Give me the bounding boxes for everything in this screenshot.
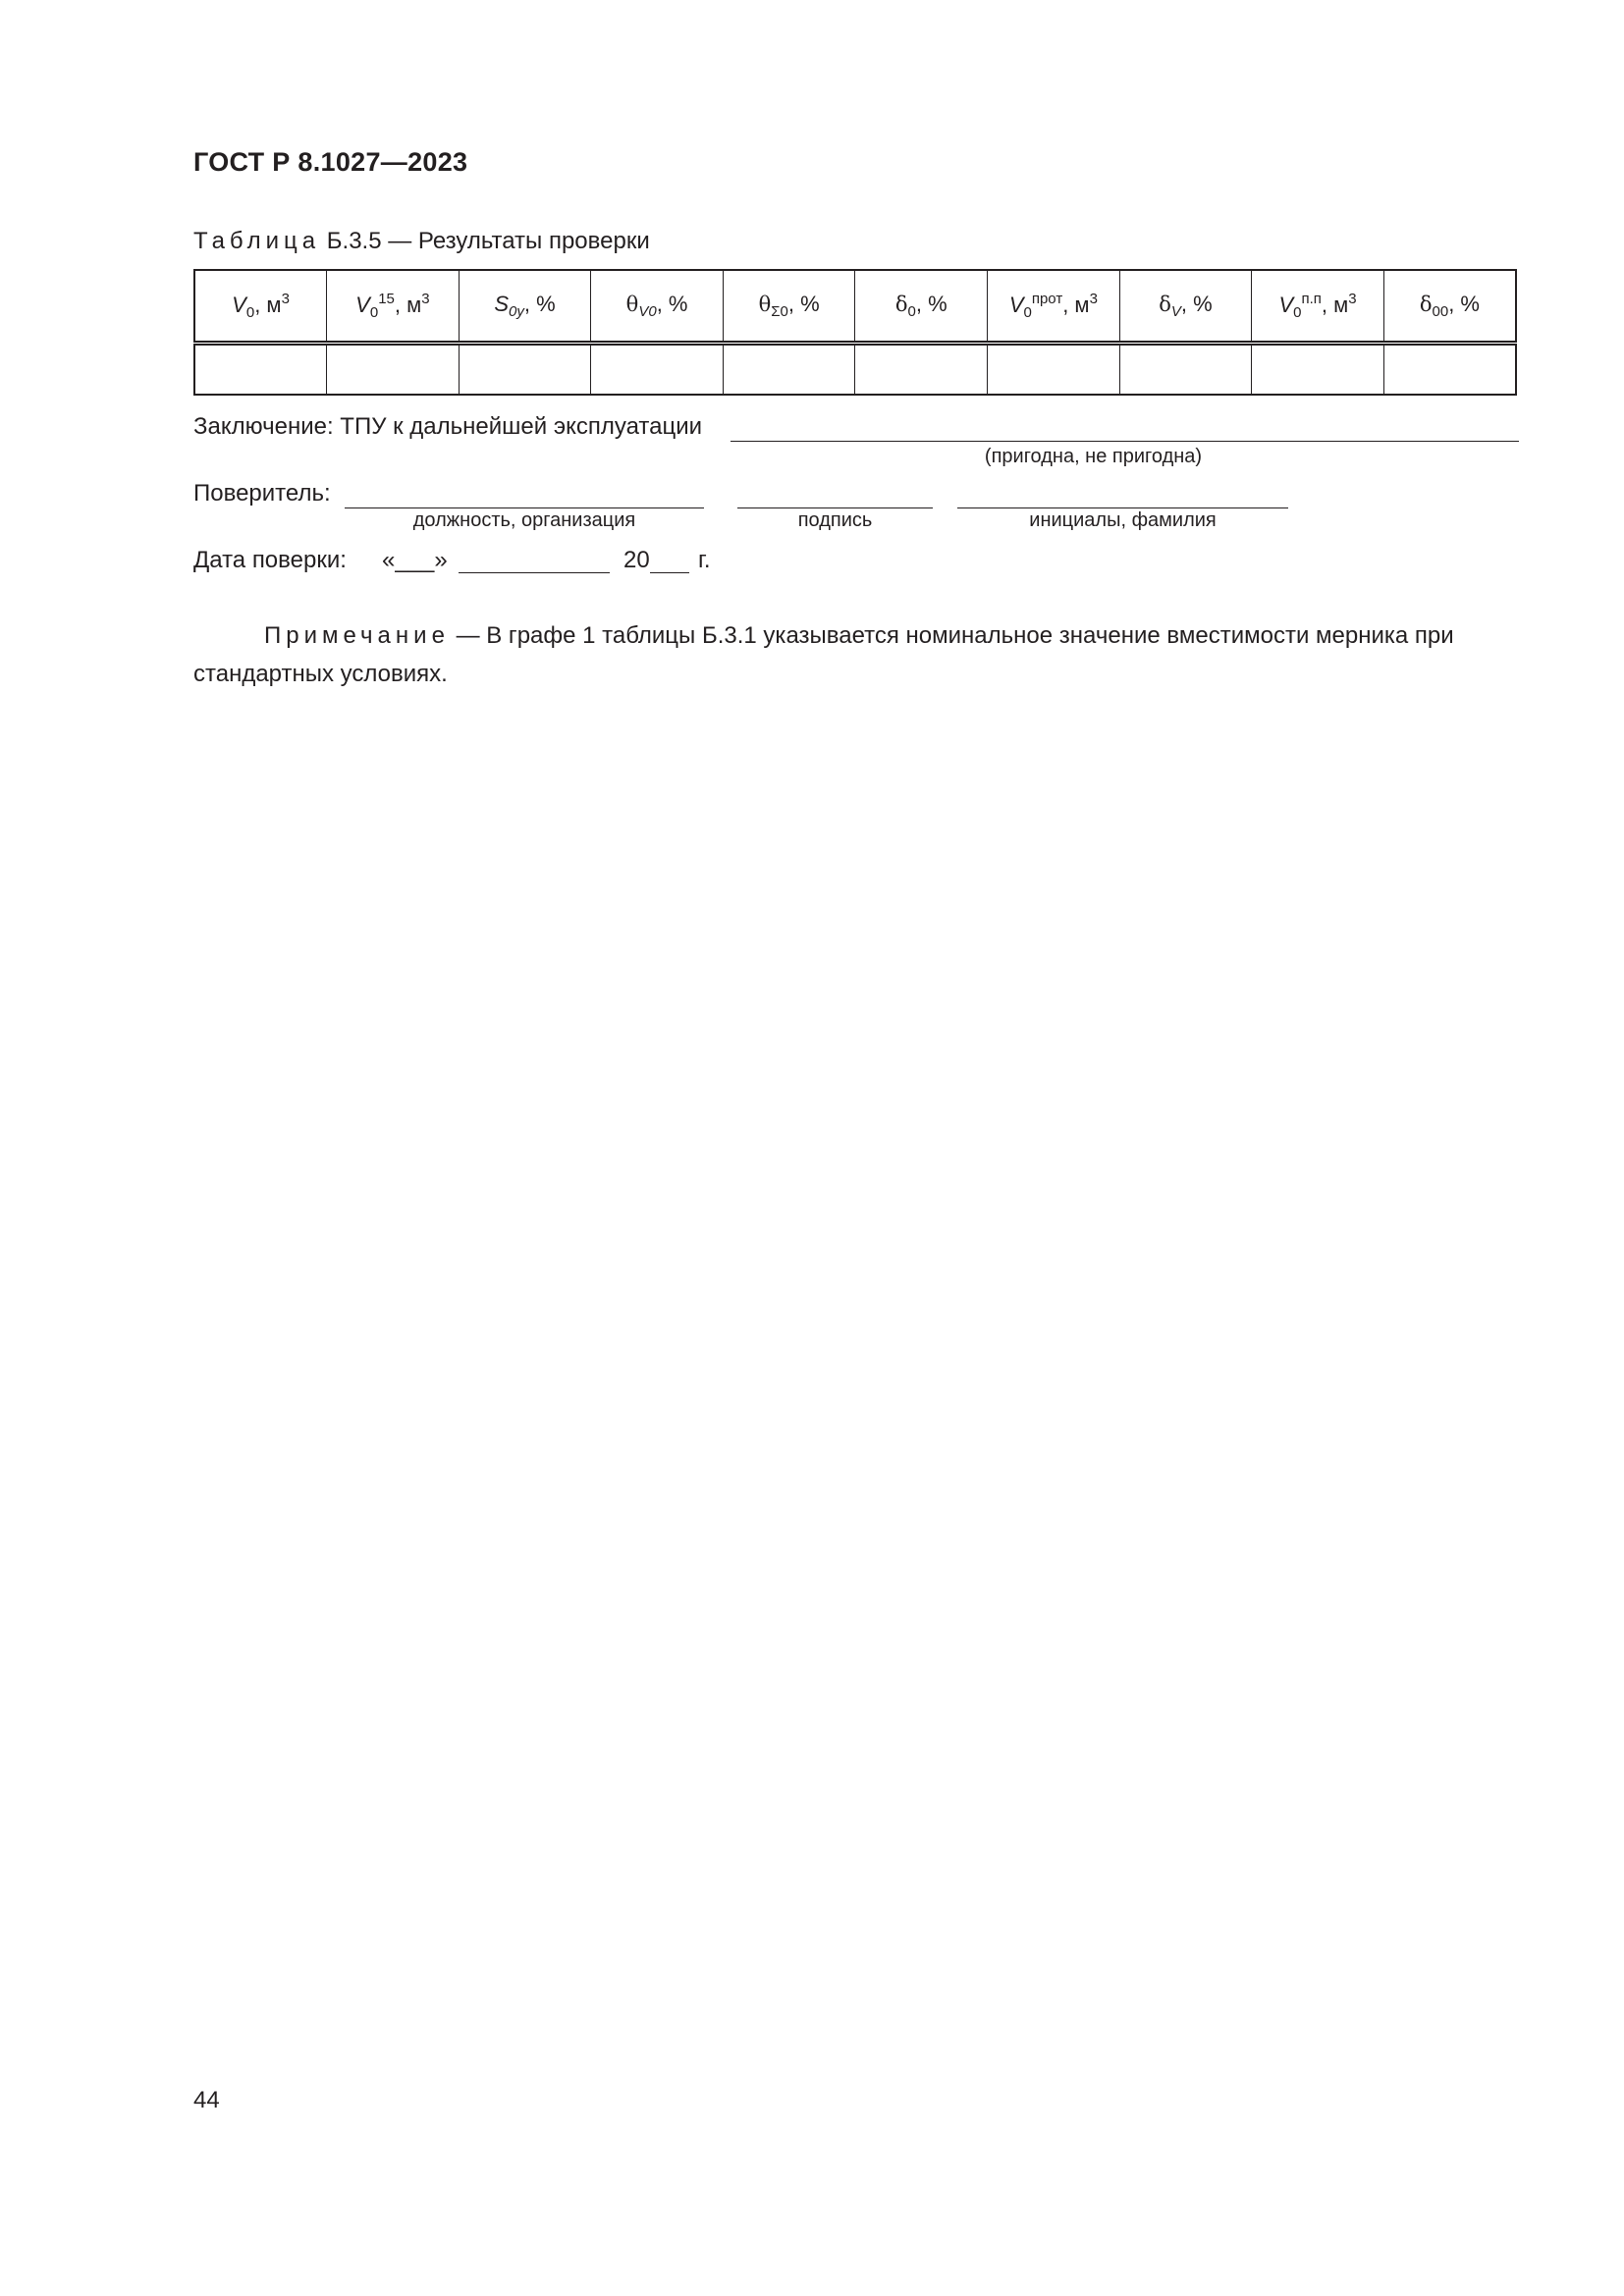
column-header-3: $S_{0y}$, % [459, 270, 591, 344]
column-header-7: $V_0^{прот}$, $м^3$ [988, 270, 1120, 344]
verifier-label: Поверитель: [193, 480, 331, 507]
date-month-line[interactable] [459, 550, 610, 573]
column-header-8: $\delta_V$, % [1119, 270, 1252, 344]
table-cell[interactable] [1383, 344, 1516, 396]
page-number: 44 [193, 2087, 220, 2113]
table-row [194, 344, 1516, 396]
date-year-line[interactable] [650, 550, 689, 573]
table-cell[interactable] [194, 344, 327, 396]
table-cell[interactable] [459, 344, 591, 396]
column-header-9: $V_0^{п.п}$, $м^3$ [1252, 270, 1384, 344]
conclusion-fill-line[interactable] [731, 418, 1519, 442]
table-cell[interactable] [1119, 344, 1252, 396]
table-header-row [194, 270, 1516, 344]
column-header-10: $\delta_{00}$, % [1383, 270, 1516, 344]
note-paragraph [193, 616, 1519, 693]
results-table [193, 269, 1517, 396]
note-text: — В графе 1 таблицы Б.3.1 указывается номинальное значение вместимости мерника при стандартных условиях. [193, 622, 1454, 687]
table-caption-label: Таблица [193, 228, 321, 254]
verifier-signature-line[interactable] [737, 485, 933, 508]
standard-code: ГОСТ Р 8.1027—2023 [193, 147, 468, 177]
verifier-position-line[interactable] [345, 485, 704, 508]
date-day-field[interactable]: «___» [382, 547, 448, 573]
table-caption-text: Б.3.5 — Результаты проверки [326, 228, 650, 254]
table-cell[interactable] [1252, 344, 1384, 396]
hint-position: должность, организация [412, 509, 636, 531]
column-header-5: $\theta_{\Sigma 0}$, % [723, 270, 855, 344]
conclusion-label: Заключение: ТПУ к дальнейшей эксплуатации [193, 413, 703, 440]
column-header-1: $V_0$, $м^3$ [194, 270, 327, 344]
table-body [194, 344, 1516, 396]
table-cell[interactable] [591, 344, 724, 396]
verifier-name-line[interactable] [957, 485, 1288, 508]
hint-name: инициалы, фамилия [1029, 509, 1217, 531]
table-cell[interactable] [327, 344, 460, 396]
table-cell[interactable] [988, 344, 1120, 396]
date-year-suffix: г. [698, 547, 711, 573]
hint-signature: подпись [797, 509, 873, 531]
column-header-2: $V_0^{15}$, $м^3$ [327, 270, 460, 344]
conclusion-hint: (пригодна, не пригодна) [984, 446, 1203, 467]
note-label: Примечание [264, 622, 450, 649]
table-cell[interactable] [855, 344, 988, 396]
column-header-4: $\theta_{V0}$, % [591, 270, 724, 344]
table-caption [193, 228, 650, 255]
column-header-6: $\delta_0$, % [855, 270, 988, 344]
table-cell[interactable] [723, 344, 855, 396]
date-year-prefix: 20 [623, 547, 650, 573]
date-label: Дата поверки: [193, 547, 347, 573]
